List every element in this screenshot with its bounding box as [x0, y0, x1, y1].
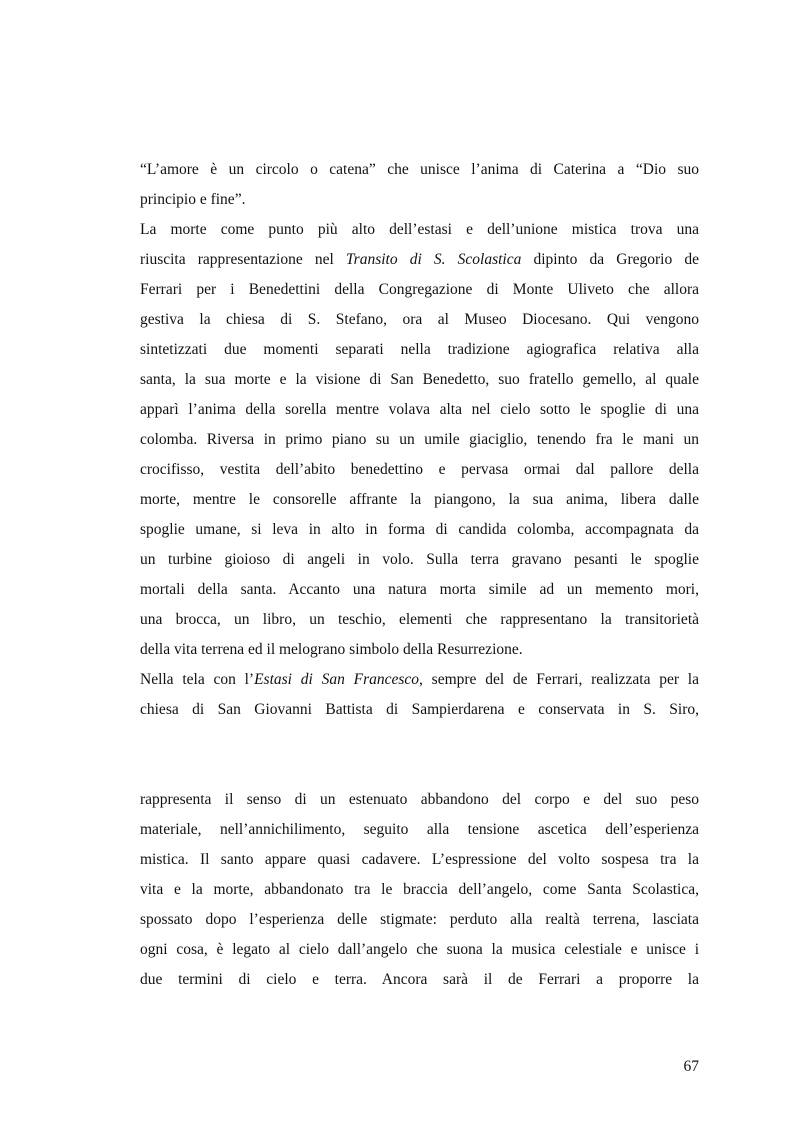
- text-line: [140, 190, 699, 210]
- text-line: [140, 670, 699, 690]
- text-line: [140, 220, 699, 240]
- text-segment: due termini di cielo e terra. Ancora sarà il de Ferrari a proporre la: [140, 971, 699, 988]
- text-segment: mistica. Il santo appare quasi cadavere. L’espressione del volto sospesa tra la: [140, 851, 699, 868]
- text-segment: della vita terrena ed il melograno simbolo della Resurrezione.: [140, 641, 523, 658]
- text-line: [140, 640, 699, 660]
- text-segment: “L’amore è un circolo o catena” che unisce l’anima di Caterina a “Dio suo: [140, 161, 699, 178]
- text-segment: apparì l’anima della sorella mentre volava alta nel cielo sotto le spoglie di una: [140, 401, 699, 418]
- text-line: [140, 490, 699, 510]
- text-line: [140, 340, 699, 360]
- text-segment: santa, la sua morte e la visione di San Benedetto, suo fratello gemello, al quale: [140, 371, 699, 388]
- text-segment: , sempre del de Ferrari, realizzata per la: [419, 671, 699, 688]
- text-segment: principio e fine”.: [140, 191, 246, 208]
- text-segment: spossato dopo l’esperienza delle stigmate: perduto alla realtà terrena, lasciata: [140, 911, 699, 928]
- text-line: [140, 940, 699, 960]
- text-line: [140, 400, 699, 420]
- text-line: [140, 460, 699, 480]
- text-line: [140, 160, 699, 180]
- text-segment: sintetizzati due momenti separati nella tradizione agiografica relativa alla: [140, 341, 699, 358]
- text-line: [140, 700, 699, 720]
- italic-title: Transito di S. Scolastica: [345, 251, 522, 268]
- text-line: [140, 850, 699, 870]
- text-segment: una brocca, un libro, un teschio, elementi che rappresentano la transitorietà: [140, 611, 699, 628]
- text-segment: chiesa di San Giovanni Battista di Sampierdarena e conservata in S. Siro,: [140, 701, 699, 718]
- text-line: [140, 250, 699, 270]
- text-segment: La morte come punto più alto dell’estasi e dell’unione mistica trova una: [140, 221, 699, 238]
- text-line: [140, 790, 699, 810]
- page-number: 67: [683, 1058, 699, 1075]
- text-line: [140, 430, 699, 450]
- text-line: [140, 820, 699, 840]
- text-line: [140, 280, 699, 300]
- text-line: [140, 610, 699, 630]
- text-line: [140, 910, 699, 930]
- text-segment: riuscita rappresentazione nel: [140, 251, 346, 268]
- text-line: [140, 310, 699, 330]
- text-segment: vita e la morte, abbandonato tra le braccia dell’angelo, come Santa Scolastica,: [140, 881, 699, 898]
- text-line: [140, 520, 699, 540]
- text-segment: crocifisso, vestita dell’abito benedettino e pervasa ormai dal pallore della: [140, 461, 699, 478]
- text-segment: ogni cosa, è legato al cielo dall’angelo che suona la musica celestiale e unisce i: [140, 941, 699, 958]
- text-line: [140, 550, 699, 570]
- text-segment: Ferrari per i Benedettini della Congregazione di Monte Uliveto che allora: [140, 281, 699, 298]
- text-line: [140, 880, 699, 900]
- text-segment: rappresenta il senso di un estenuato abbandono del corpo e del suo peso: [140, 791, 699, 808]
- text-segment: spoglie umane, si leva in alto in forma di candida colomba, accompagnata da: [140, 521, 699, 538]
- text-segment: materiale, nell’annichilimento, seguito alla tensione ascetica dell’esperienza: [140, 821, 699, 838]
- text-segment: colomba. Riversa in primo piano su un umile giaciglio, tenendo fra le mani un: [140, 431, 699, 448]
- text-segment: morte, mentre le consorelle affrante la piangono, la sua anima, libera dalle: [140, 491, 699, 508]
- text-segment: un turbine gioioso di angeli in volo. Sulla terra gravano pesanti le spoglie: [140, 551, 699, 568]
- text-line: [140, 580, 699, 600]
- text-segment: gestiva la chiesa di S. Stefano, ora al Museo Diocesano. Qui vengono: [140, 311, 699, 328]
- text-line: [140, 970, 699, 990]
- text-segment: Nella tela con l’: [140, 671, 255, 688]
- text-segment: dipinto da Gregorio de: [521, 251, 699, 268]
- text-segment: mortali della santa. Accanto una natura morta simile ad un memento mori,: [140, 581, 699, 598]
- text-line: [140, 370, 699, 390]
- italic-title: Estasi di San Francesco: [254, 671, 420, 688]
